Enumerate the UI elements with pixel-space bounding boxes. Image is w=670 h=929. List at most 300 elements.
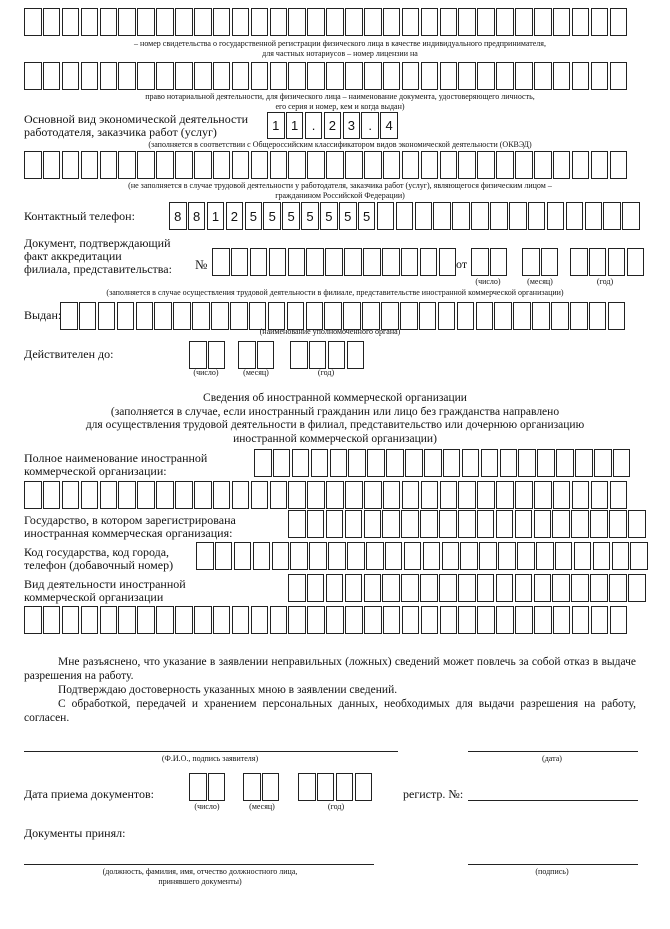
char-cell[interactable] <box>251 481 269 509</box>
char-cell[interactable] <box>400 302 418 330</box>
char-cell[interactable] <box>24 151 42 179</box>
char-cell[interactable]: 8 <box>169 202 187 230</box>
char-cell[interactable]: 5 <box>358 202 376 230</box>
char-cell[interactable] <box>477 510 495 538</box>
char-cell[interactable] <box>288 574 306 602</box>
char-cell[interactable] <box>269 248 287 276</box>
char-cell[interactable] <box>156 62 174 90</box>
char-cell[interactable] <box>589 302 607 330</box>
char-cell[interactable] <box>257 341 275 369</box>
char-cell[interactable] <box>628 574 646 602</box>
char-cell[interactable] <box>477 62 495 90</box>
char-cell[interactable] <box>476 302 494 330</box>
char-cell[interactable] <box>137 606 155 634</box>
char-cell[interactable] <box>175 481 193 509</box>
char-cell[interactable] <box>81 606 99 634</box>
char-cell[interactable] <box>401 574 419 602</box>
char-cell[interactable] <box>232 62 250 90</box>
char-cell[interactable] <box>62 606 80 634</box>
char-cell[interactable] <box>402 62 420 90</box>
char-cell[interactable] <box>381 302 399 330</box>
char-cell[interactable] <box>118 151 136 179</box>
char-cell[interactable]: 1 <box>286 112 304 139</box>
char-cell[interactable] <box>366 542 384 570</box>
char-cell[interactable] <box>421 8 439 36</box>
char-cell[interactable] <box>273 449 291 477</box>
char-cell[interactable] <box>458 8 476 36</box>
char-cell[interactable] <box>496 510 514 538</box>
char-cell[interactable] <box>194 481 212 509</box>
char-cell[interactable] <box>534 481 552 509</box>
accreditation-year-cells[interactable] <box>570 248 646 276</box>
char-cell[interactable] <box>194 8 212 36</box>
char-cell[interactable] <box>609 574 627 602</box>
char-cell[interactable] <box>192 302 210 330</box>
certificate-number-cells[interactable] <box>24 8 629 36</box>
activity-cells-2[interactable] <box>24 606 629 634</box>
char-cell[interactable] <box>81 62 99 90</box>
char-cell[interactable] <box>458 606 476 634</box>
valid-day-cells[interactable] <box>189 341 227 369</box>
char-cell[interactable] <box>290 341 308 369</box>
char-cell[interactable] <box>362 302 380 330</box>
char-cell[interactable] <box>591 606 609 634</box>
char-cell[interactable] <box>81 151 99 179</box>
char-cell[interactable]: 5 <box>301 202 319 230</box>
char-cell[interactable] <box>60 302 78 330</box>
char-cell[interactable] <box>100 62 118 90</box>
char-cell[interactable] <box>326 574 344 602</box>
char-cell[interactable] <box>326 62 344 90</box>
char-cell[interactable] <box>612 542 630 570</box>
char-cell[interactable]: . <box>305 112 323 139</box>
char-cell[interactable] <box>458 510 476 538</box>
char-cell[interactable] <box>326 510 344 538</box>
char-cell[interactable] <box>262 773 280 801</box>
char-cell[interactable] <box>208 773 226 801</box>
labor-cells[interactable] <box>24 151 629 179</box>
char-cell[interactable] <box>440 62 458 90</box>
char-cell[interactable] <box>383 8 401 36</box>
char-cell[interactable] <box>401 248 419 276</box>
char-cell[interactable] <box>194 151 212 179</box>
char-cell[interactable] <box>421 481 439 509</box>
char-cell[interactable] <box>364 8 382 36</box>
char-cell[interactable] <box>515 8 533 36</box>
char-cell[interactable] <box>364 574 382 602</box>
char-cell[interactable] <box>215 542 233 570</box>
char-cell[interactable] <box>250 248 268 276</box>
char-cell[interactable] <box>591 8 609 36</box>
char-cell[interactable] <box>43 481 61 509</box>
char-cell[interactable] <box>572 62 590 90</box>
char-cell[interactable] <box>355 773 373 801</box>
char-cell[interactable] <box>496 574 514 602</box>
char-cell[interactable] <box>232 481 250 509</box>
char-cell[interactable] <box>288 248 306 276</box>
char-cell[interactable] <box>608 248 626 276</box>
char-cell[interactable] <box>571 510 589 538</box>
notary-document-cells[interactable] <box>24 62 629 90</box>
char-cell[interactable] <box>230 302 248 330</box>
char-cell[interactable] <box>477 481 495 509</box>
char-cell[interactable] <box>345 8 363 36</box>
char-cell[interactable] <box>307 481 325 509</box>
char-cell[interactable] <box>515 510 533 538</box>
valid-month-cells[interactable] <box>238 341 276 369</box>
char-cell[interactable]: 2 <box>226 202 244 230</box>
char-cell[interactable] <box>288 510 306 538</box>
char-cell[interactable]: 5 <box>245 202 263 230</box>
char-cell[interactable] <box>364 481 382 509</box>
char-cell[interactable] <box>534 574 552 602</box>
char-cell[interactable] <box>24 481 42 509</box>
char-cell[interactable]: 1 <box>207 202 225 230</box>
char-cell[interactable] <box>590 510 608 538</box>
char-cell[interactable] <box>541 248 559 276</box>
char-cell[interactable] <box>307 606 325 634</box>
char-cell[interactable] <box>575 449 593 477</box>
char-cell[interactable] <box>383 151 401 179</box>
char-cell[interactable] <box>62 8 80 36</box>
char-cell[interactable] <box>477 8 495 36</box>
char-cell[interactable] <box>571 574 589 602</box>
char-cell[interactable] <box>458 574 476 602</box>
char-cell[interactable] <box>364 62 382 90</box>
char-cell[interactable] <box>458 62 476 90</box>
char-cell[interactable] <box>528 202 546 230</box>
okved-cells[interactable] <box>267 112 399 139</box>
char-cell[interactable] <box>442 542 460 570</box>
char-cell[interactable] <box>253 542 271 570</box>
char-cell[interactable] <box>622 202 640 230</box>
char-cell[interactable] <box>173 302 191 330</box>
char-cell[interactable] <box>590 574 608 602</box>
char-cell[interactable] <box>347 341 365 369</box>
char-cell[interactable] <box>608 302 626 330</box>
char-cell[interactable] <box>439 510 457 538</box>
char-cell[interactable] <box>603 202 621 230</box>
issued-cells[interactable] <box>60 302 627 330</box>
char-cell[interactable] <box>344 248 362 276</box>
char-cell[interactable] <box>270 606 288 634</box>
char-cell[interactable]: 5 <box>282 202 300 230</box>
char-cell[interactable] <box>100 151 118 179</box>
char-cell[interactable] <box>268 302 286 330</box>
char-cell[interactable] <box>194 62 212 90</box>
char-cell[interactable] <box>136 302 154 330</box>
char-cell[interactable] <box>98 302 116 330</box>
char-cell[interactable] <box>345 151 363 179</box>
char-cell[interactable] <box>175 151 193 179</box>
char-cell[interactable] <box>100 8 118 36</box>
accreditation-number-cells[interactable] <box>212 248 458 276</box>
char-cell[interactable] <box>593 542 611 570</box>
char-cell[interactable] <box>345 606 363 634</box>
receipt-day-cells[interactable] <box>189 773 227 801</box>
char-cell[interactable] <box>572 8 590 36</box>
char-cell[interactable] <box>212 248 230 276</box>
char-cell[interactable] <box>81 8 99 36</box>
char-cell[interactable] <box>396 202 414 230</box>
char-cell[interactable]: 3 <box>343 112 361 139</box>
char-cell[interactable] <box>536 542 554 570</box>
char-cell[interactable] <box>254 449 272 477</box>
char-cell[interactable] <box>438 302 456 330</box>
char-cell[interactable] <box>383 62 401 90</box>
char-cell[interactable] <box>594 449 612 477</box>
char-cell[interactable] <box>175 62 193 90</box>
char-cell[interactable] <box>382 574 400 602</box>
char-cell[interactable] <box>420 574 438 602</box>
char-cell[interactable] <box>572 606 590 634</box>
char-cell[interactable] <box>556 449 574 477</box>
char-cell[interactable] <box>421 62 439 90</box>
char-cell[interactable] <box>515 62 533 90</box>
char-cell[interactable] <box>367 449 385 477</box>
char-cell[interactable] <box>307 62 325 90</box>
char-cell[interactable] <box>534 510 552 538</box>
char-cell[interactable] <box>553 8 571 36</box>
char-cell[interactable] <box>196 542 214 570</box>
char-cell[interactable] <box>24 8 42 36</box>
char-cell[interactable] <box>311 449 329 477</box>
char-cell[interactable] <box>452 202 470 230</box>
char-cell[interactable] <box>457 302 475 330</box>
char-cell[interactable] <box>100 481 118 509</box>
char-cell[interactable] <box>585 202 603 230</box>
char-cell[interactable] <box>462 449 480 477</box>
code-cells[interactable] <box>196 542 649 570</box>
char-cell[interactable] <box>551 302 569 330</box>
char-cell[interactable] <box>443 449 461 477</box>
char-cell[interactable] <box>213 8 231 36</box>
char-cell[interactable] <box>419 302 437 330</box>
char-cell[interactable] <box>610 8 628 36</box>
char-cell[interactable] <box>156 8 174 36</box>
char-cell[interactable] <box>232 8 250 36</box>
char-cell[interactable] <box>24 62 42 90</box>
state-cells[interactable] <box>288 510 647 538</box>
char-cell[interactable] <box>307 151 325 179</box>
char-cell[interactable] <box>292 449 310 477</box>
char-cell[interactable] <box>194 606 212 634</box>
char-cell[interactable] <box>404 542 422 570</box>
char-cell[interactable] <box>326 8 344 36</box>
char-cell[interactable] <box>496 481 514 509</box>
char-cell[interactable] <box>251 606 269 634</box>
char-cell[interactable] <box>553 151 571 179</box>
char-cell[interactable] <box>385 542 403 570</box>
char-cell[interactable] <box>402 151 420 179</box>
char-cell[interactable] <box>421 606 439 634</box>
char-cell[interactable] <box>189 773 207 801</box>
char-cell[interactable] <box>534 151 552 179</box>
char-cell[interactable] <box>496 151 514 179</box>
char-cell[interactable] <box>500 449 518 477</box>
valid-year-cells[interactable] <box>290 341 366 369</box>
char-cell[interactable] <box>405 449 423 477</box>
char-cell[interactable] <box>477 606 495 634</box>
char-cell[interactable] <box>610 62 628 90</box>
char-cell[interactable] <box>383 481 401 509</box>
char-cell[interactable] <box>570 248 588 276</box>
char-cell[interactable] <box>231 248 249 276</box>
char-cell[interactable] <box>515 574 533 602</box>
fullname-cells-2[interactable] <box>24 481 629 509</box>
char-cell[interactable] <box>509 202 527 230</box>
char-cell[interactable] <box>415 202 433 230</box>
char-cell[interactable] <box>306 302 324 330</box>
char-cell[interactable] <box>566 202 584 230</box>
phone-cells[interactable] <box>169 202 641 230</box>
char-cell[interactable] <box>364 606 382 634</box>
char-cell[interactable] <box>383 606 401 634</box>
char-cell[interactable] <box>479 542 497 570</box>
char-cell[interactable] <box>458 151 476 179</box>
char-cell[interactable] <box>251 8 269 36</box>
char-cell[interactable] <box>345 481 363 509</box>
char-cell[interactable] <box>471 248 489 276</box>
char-cell[interactable] <box>552 574 570 602</box>
char-cell[interactable] <box>238 341 256 369</box>
char-cell[interactable] <box>328 341 346 369</box>
char-cell[interactable] <box>420 248 438 276</box>
char-cell[interactable] <box>309 341 327 369</box>
char-cell[interactable] <box>424 449 442 477</box>
char-cell[interactable] <box>496 606 514 634</box>
char-cell[interactable] <box>118 62 136 90</box>
char-cell[interactable] <box>306 248 324 276</box>
char-cell[interactable] <box>423 542 441 570</box>
char-cell[interactable] <box>420 510 438 538</box>
char-cell[interactable] <box>309 542 327 570</box>
char-cell[interactable] <box>270 62 288 90</box>
char-cell[interactable] <box>610 151 628 179</box>
char-cell[interactable] <box>627 248 645 276</box>
char-cell[interactable] <box>326 481 344 509</box>
char-cell[interactable]: 5 <box>320 202 338 230</box>
char-cell[interactable] <box>433 202 451 230</box>
char-cell[interactable] <box>288 8 306 36</box>
char-cell[interactable] <box>555 542 573 570</box>
char-cell[interactable] <box>345 62 363 90</box>
char-cell[interactable] <box>532 302 550 330</box>
char-cell[interactable] <box>211 302 229 330</box>
char-cell[interactable]: 8 <box>188 202 206 230</box>
char-cell[interactable] <box>553 606 571 634</box>
char-cell[interactable] <box>609 510 627 538</box>
char-cell[interactable] <box>574 542 592 570</box>
char-cell[interactable] <box>43 62 61 90</box>
char-cell[interactable] <box>460 542 478 570</box>
char-cell[interactable] <box>307 510 325 538</box>
char-cell[interactable] <box>118 8 136 36</box>
char-cell[interactable] <box>547 202 565 230</box>
fullname-cells-1[interactable] <box>254 449 632 477</box>
char-cell[interactable] <box>62 481 80 509</box>
char-cell[interactable] <box>348 449 366 477</box>
char-cell[interactable] <box>317 773 335 801</box>
char-cell[interactable] <box>364 510 382 538</box>
char-cell[interactable] <box>572 151 590 179</box>
official-line[interactable] <box>24 864 374 865</box>
char-cell[interactable] <box>537 449 555 477</box>
accreditation-day-cells[interactable] <box>471 248 509 276</box>
char-cell[interactable] <box>43 8 61 36</box>
char-cell[interactable] <box>326 606 344 634</box>
char-cell[interactable] <box>307 574 325 602</box>
char-cell[interactable] <box>287 302 305 330</box>
char-cell[interactable] <box>382 510 400 538</box>
char-cell[interactable] <box>440 606 458 634</box>
char-cell[interactable] <box>325 248 343 276</box>
accreditation-month-cells[interactable] <box>522 248 560 276</box>
char-cell[interactable] <box>156 151 174 179</box>
char-cell[interactable] <box>251 151 269 179</box>
registration-number-line[interactable] <box>468 800 638 801</box>
char-cell[interactable] <box>270 8 288 36</box>
char-cell[interactable] <box>272 542 290 570</box>
char-cell[interactable] <box>570 302 588 330</box>
char-cell[interactable] <box>213 62 231 90</box>
char-cell[interactable] <box>515 606 533 634</box>
char-cell[interactable] <box>118 606 136 634</box>
char-cell[interactable] <box>553 481 571 509</box>
char-cell[interactable] <box>137 151 155 179</box>
char-cell[interactable]: 2 <box>324 112 342 139</box>
receipt-year-cells[interactable] <box>298 773 374 801</box>
char-cell[interactable] <box>591 481 609 509</box>
char-cell[interactable] <box>232 606 250 634</box>
char-cell[interactable] <box>610 606 628 634</box>
char-cell[interactable] <box>363 248 381 276</box>
char-cell[interactable] <box>421 151 439 179</box>
char-cell[interactable] <box>490 202 508 230</box>
char-cell[interactable] <box>251 62 269 90</box>
char-cell[interactable] <box>213 151 231 179</box>
char-cell[interactable] <box>477 574 495 602</box>
char-cell[interactable] <box>439 248 457 276</box>
char-cell[interactable] <box>189 341 207 369</box>
char-cell[interactable] <box>43 151 61 179</box>
char-cell[interactable] <box>522 248 540 276</box>
char-cell[interactable] <box>175 606 193 634</box>
char-cell[interactable] <box>81 481 99 509</box>
char-cell[interactable] <box>377 202 395 230</box>
char-cell[interactable] <box>496 8 514 36</box>
char-cell[interactable]: 4 <box>380 112 398 139</box>
char-cell[interactable] <box>494 302 512 330</box>
char-cell[interactable] <box>288 481 306 509</box>
char-cell[interactable] <box>326 151 344 179</box>
char-cell[interactable] <box>534 8 552 36</box>
char-cell[interactable] <box>288 151 306 179</box>
official-signature-line[interactable] <box>468 864 638 865</box>
char-cell[interactable] <box>591 151 609 179</box>
char-cell[interactable] <box>402 606 420 634</box>
char-cell[interactable] <box>364 151 382 179</box>
char-cell[interactable]: 1 <box>267 112 285 139</box>
char-cell[interactable] <box>513 302 531 330</box>
activity-cells-1[interactable] <box>288 574 647 602</box>
applicant-signature-line[interactable] <box>24 751 398 752</box>
char-cell[interactable] <box>471 202 489 230</box>
char-cell[interactable] <box>175 8 193 36</box>
char-cell[interactable] <box>458 481 476 509</box>
char-cell[interactable] <box>249 302 267 330</box>
char-cell[interactable] <box>328 542 346 570</box>
